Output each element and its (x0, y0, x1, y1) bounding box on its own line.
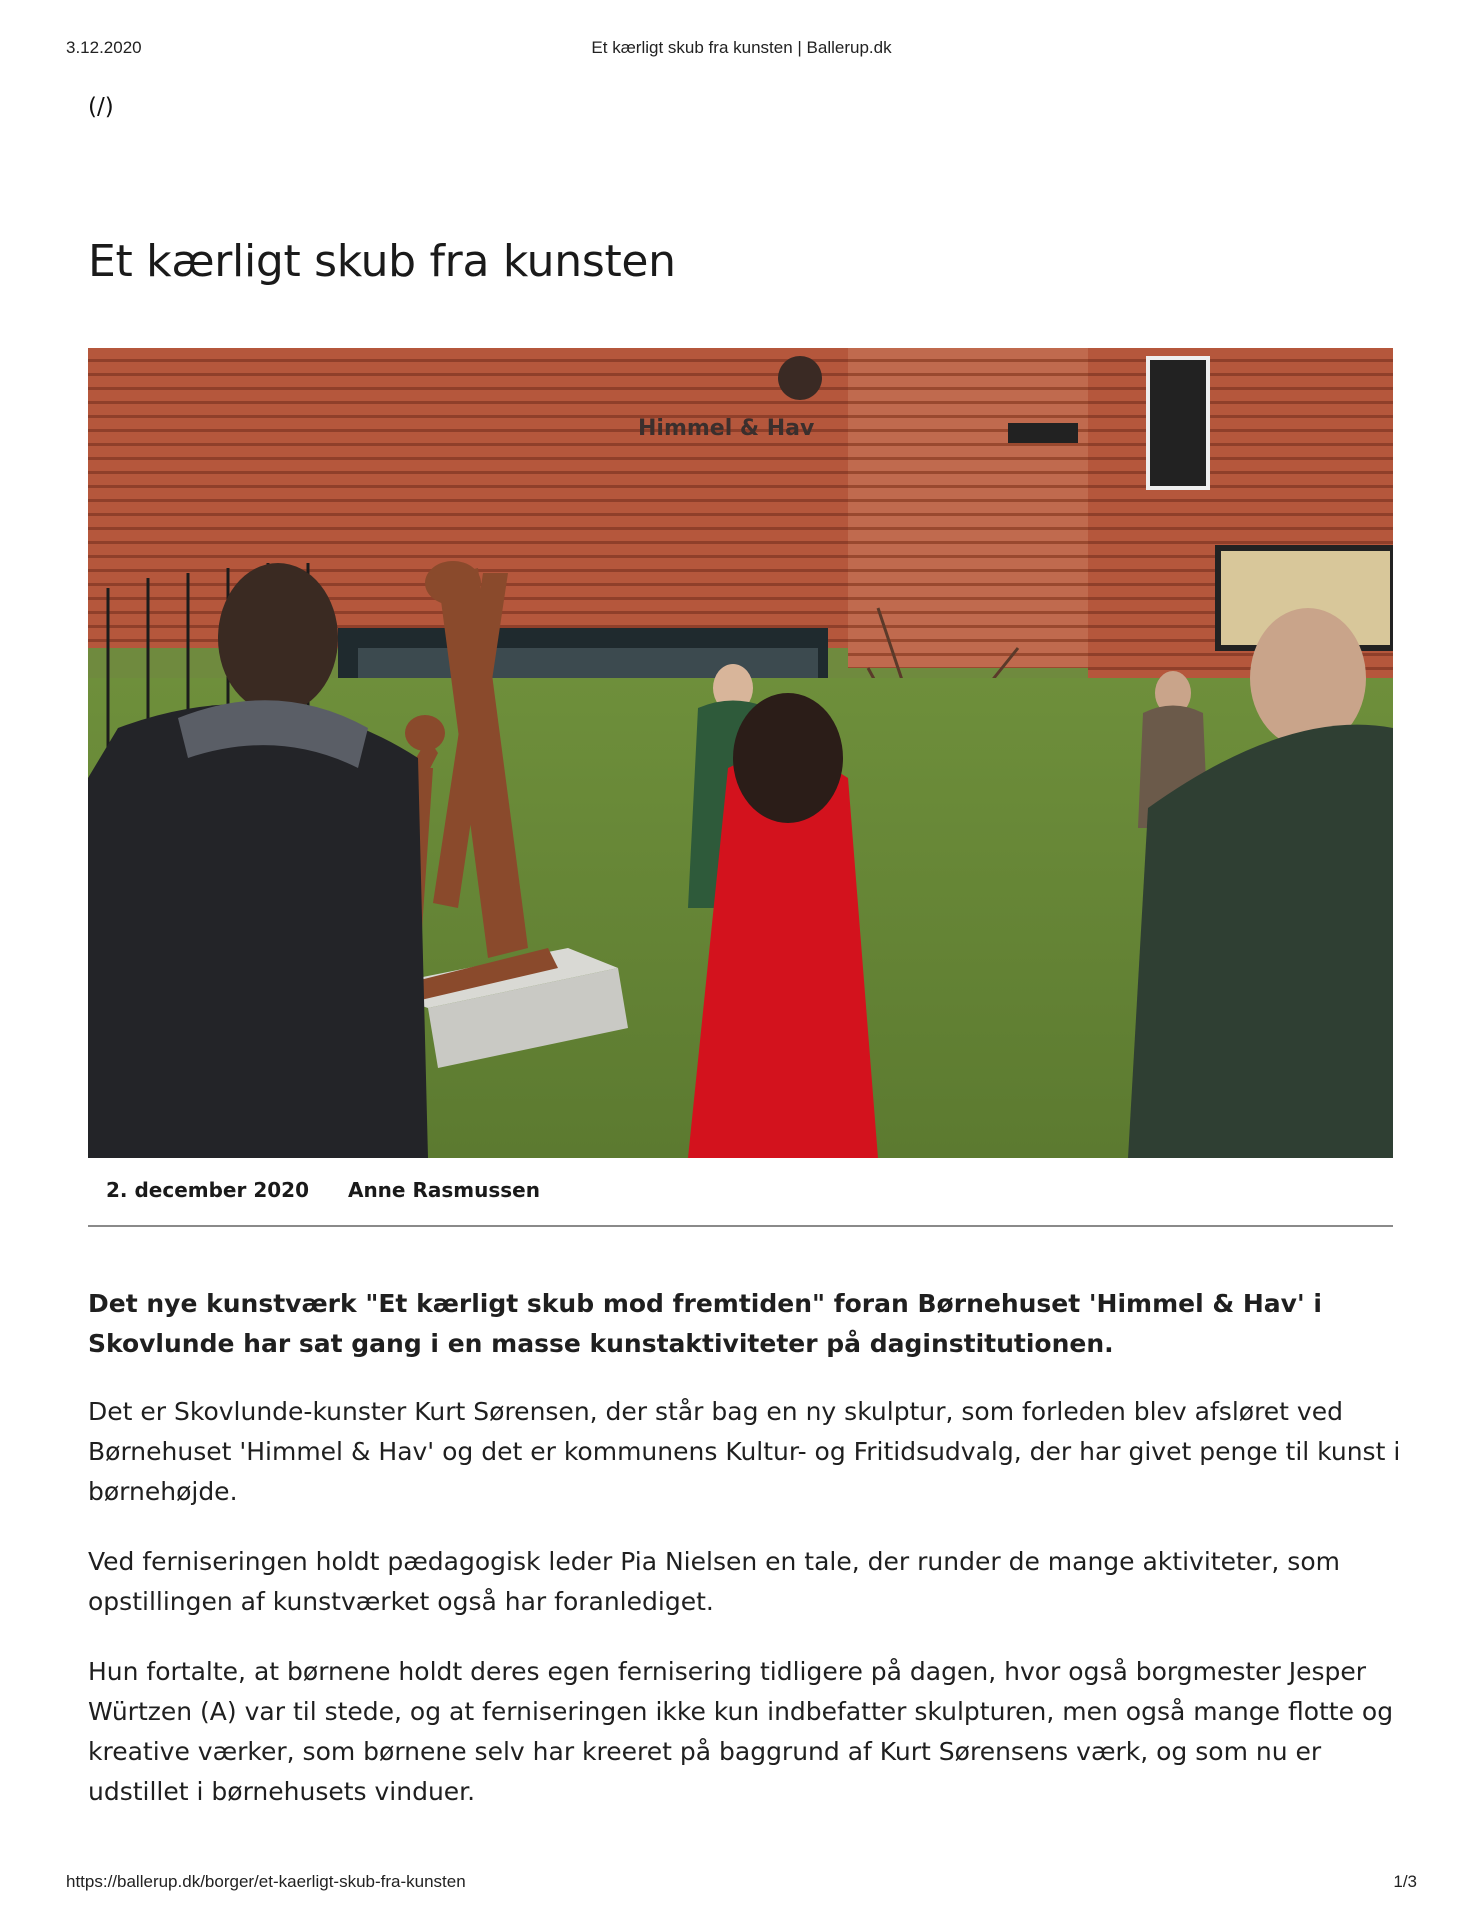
article-paragraph: Ved ferniseringen holdt pædagogisk leder Pia Nielsen en tale, der runder de mange aktiviteter, som opstillingen af kunstværket også har foranlediget. (88, 1547, 1340, 1616)
article-paragraph: Det er Skovlunde-kunster Kurt Sørensen, der står bag en ny skulptur, som forleden blev afsløret ved Børnehuset 'Himmel & Hav' og det er kommunens Kultur- og Fritidsudvalg, der har givet penge til kunst i børnehøjde. (88, 1397, 1401, 1506)
print-page-title: Et kærligt skub fra kunsten | Ballerup.dk (591, 38, 892, 57)
article-author: Anne Rasmussen (347, 1178, 540, 1202)
meta-divider (88, 1225, 1393, 1227)
article-lead: Det nye kunstværk "Et kærligt skub mod fremtiden" foran Børnehuset 'Himmel & Hav' i Skovlunde har sat gang i en masse kunstaktiviteter på daginstitutionen. (88, 1289, 1322, 1358)
article-date: 2. december 2020 (106, 1178, 309, 1202)
article-paragraph: Hun fortalte, at børnene holdt deres egen fernisering tidligere på dagen, hvor også borgmester Jesper Würtzen (A) var til stede, og at ferniseringen ikke kun indbefatter skulpturen, men også mange flotte og kreative værker, som børnene selv har kreeret på baggrund af Kurt Sørensens værk, og som nu er udstillet i børnehusets vinduer. (88, 1657, 1394, 1806)
page-title: Et kærligt skub fra kunsten (88, 236, 676, 287)
hero-photo-illustration (88, 348, 1393, 1158)
print-header (0, 38, 1483, 62)
article-body (88, 1284, 1408, 1842)
print-url: https://ballerup.dk/borger/et-kaerligt-skub-fra-kunsten (66, 1872, 466, 1891)
print-footer (0, 1872, 1483, 1896)
home-link[interactable]: (/) (88, 94, 114, 120)
print-page-number: 1/3 (1393, 1872, 1417, 1891)
hero-image (88, 348, 1393, 1158)
print-date: 3.12.2020 (66, 38, 142, 57)
article-meta (106, 1178, 572, 1208)
building-sign-text: Himmel & Hav (638, 416, 815, 441)
